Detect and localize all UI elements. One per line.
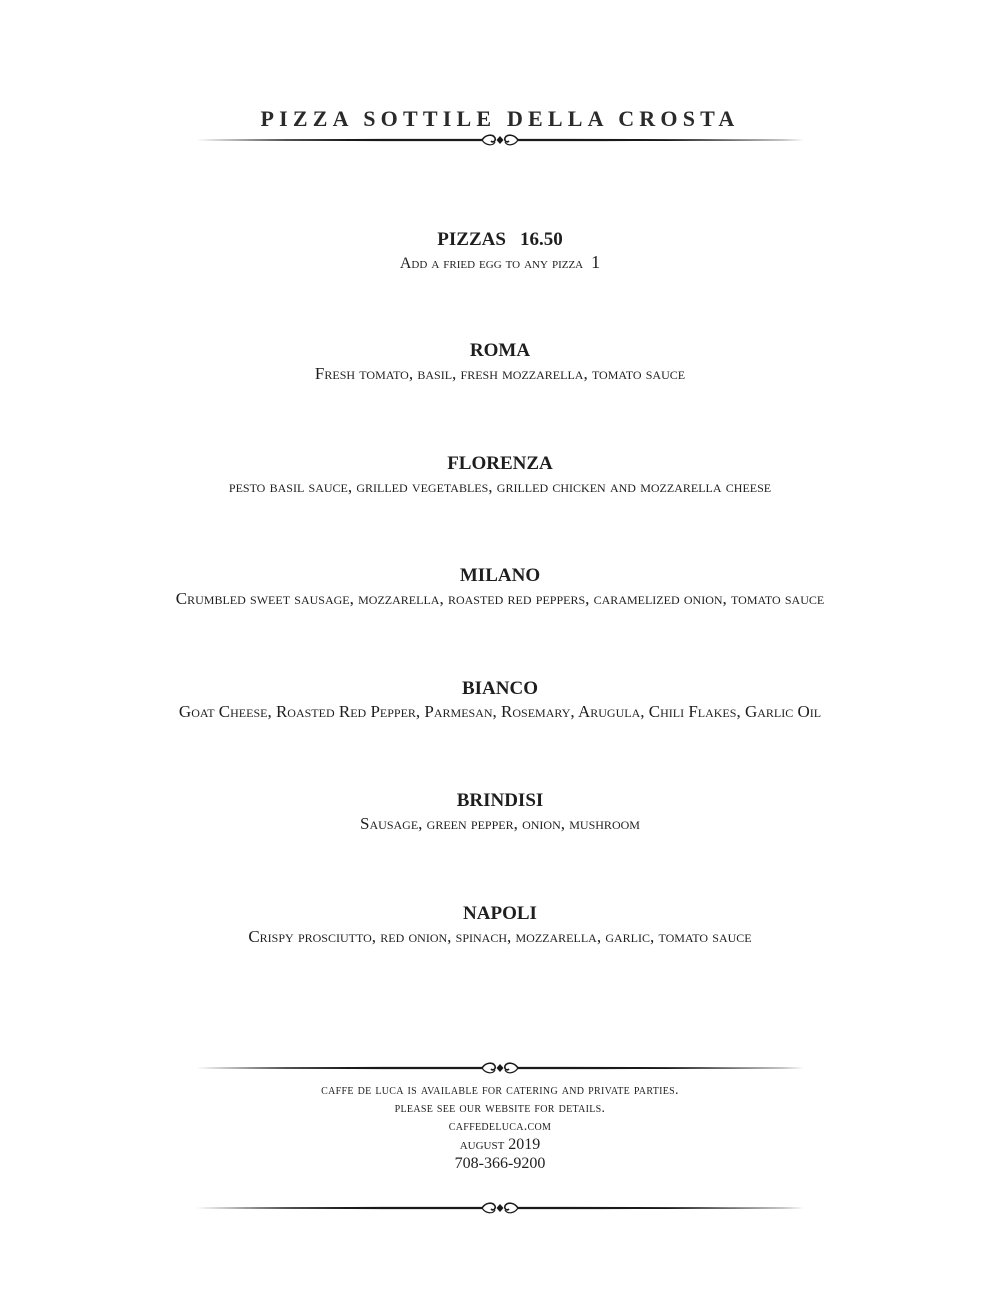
menu-date: august 2019 xyxy=(459,1136,541,1153)
pizza-price: 16.50 xyxy=(519,229,563,250)
pizza-description: Fresh tomato, basil, fresh mozzarella, tomato sauce xyxy=(314,364,686,383)
catering-note: caffe de luca is available for catering and private parties. xyxy=(321,1083,679,1098)
pizza-description: Goat Cheese, Roasted Red Pepper, Parmesan, Rosemary, Arugula, Chili Flakes, Garlic Oil xyxy=(178,702,822,721)
pizza-item-milano xyxy=(0,565,1000,609)
pizza-item-bianco xyxy=(0,678,1000,722)
pizza-item-roma xyxy=(0,340,1000,384)
website-note: please see our website for details. xyxy=(394,1101,606,1116)
addon-text: Add a fried egg to any pizza xyxy=(399,255,584,272)
addon-line xyxy=(0,252,1000,274)
pizza-description: Crispy prosciutto, red onion, spinach, mozzarella, garlic, tomato sauce xyxy=(248,927,752,946)
pizza-price-label: PIZZAS xyxy=(437,229,506,250)
pizza-price-line xyxy=(0,229,1000,251)
addon-price: 1 xyxy=(591,252,601,272)
phone-number: 708-366-9200 xyxy=(454,1155,546,1172)
pricing-block xyxy=(0,229,1000,274)
pizza-item-florenza xyxy=(0,453,1000,497)
pizza-name: MILANO xyxy=(459,565,541,586)
footer xyxy=(0,1082,1000,1173)
pizza-name: FLORENZA xyxy=(447,453,553,474)
pizza-description: pesto basil sauce, grilled vegetables, grilled chicken and mozzarella cheese xyxy=(228,477,772,496)
ornamental-divider-middle xyxy=(196,1061,804,1075)
pizza-name: NAPOLI xyxy=(463,903,537,924)
pizza-description: Sausage, green pepper, onion, mushroom xyxy=(360,814,640,833)
pizza-item-brindisi xyxy=(0,790,1000,834)
website-link[interactable]: caffedeluca.com xyxy=(448,1119,552,1134)
pizza-item-napoli xyxy=(0,903,1000,947)
ornamental-divider-bottom xyxy=(196,1201,804,1215)
pizza-name: ROMA xyxy=(469,340,531,361)
pizza-description: Crumbled sweet sausage, mozzarella, roasted red peppers, caramelized onion, tomato sauce xyxy=(175,589,825,608)
page-title: PIZZA SOTTILE DELLA CROSTA xyxy=(260,106,740,131)
pizza-name: BRINDISI xyxy=(456,790,544,811)
pizza-name: BIANCO xyxy=(461,678,538,699)
ornamental-divider-top xyxy=(196,133,804,147)
